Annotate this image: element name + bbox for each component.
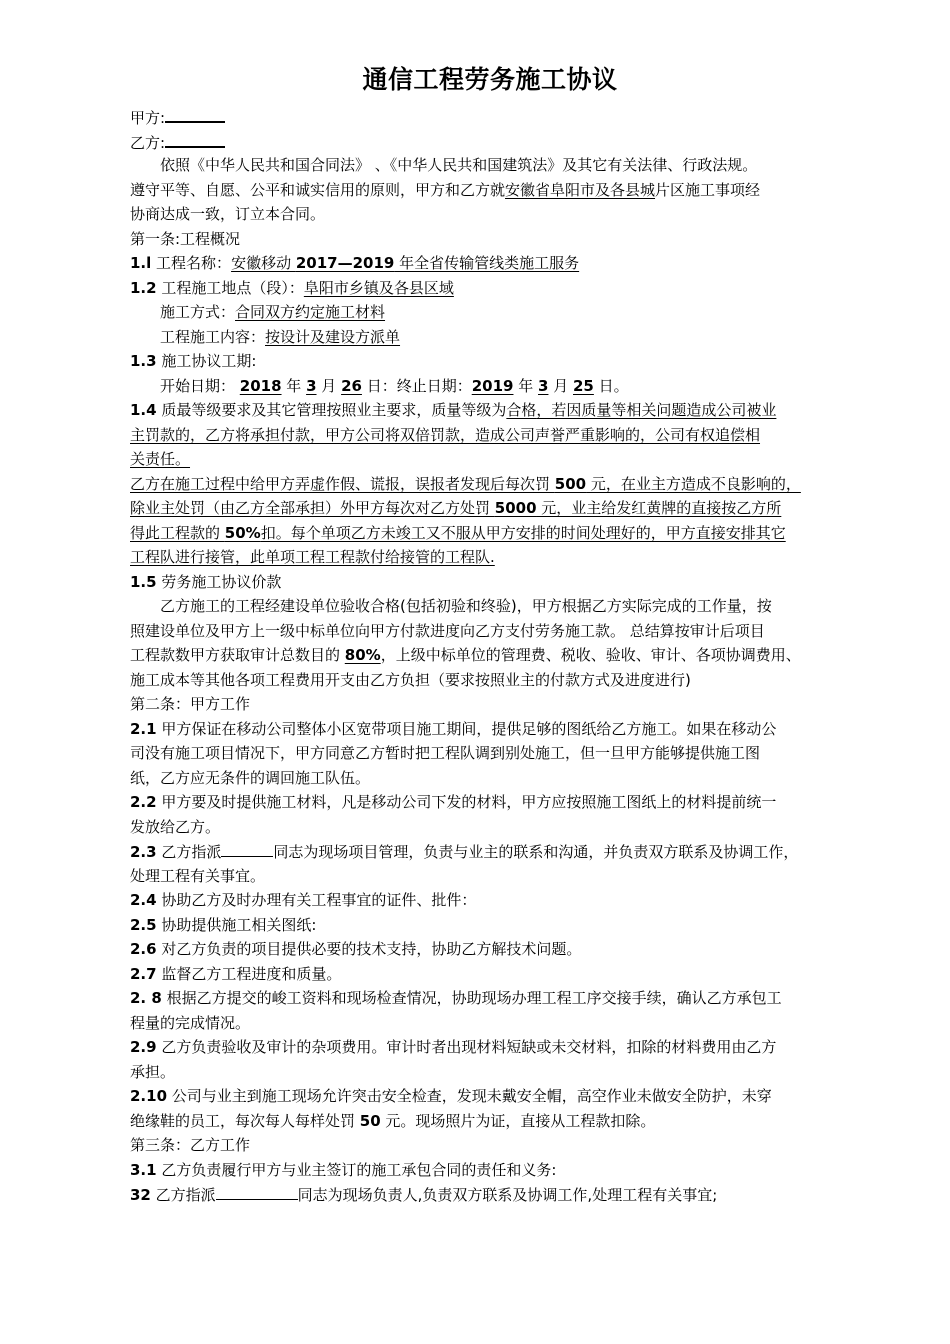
document-title: 通信工程劳务施工协议 [362,65,618,94]
intro-text: 遵守平等、自愿、公平和诚实信用的原则，甲方和乙方就 [130,180,506,199]
project-area: 安徽省阜阳市及各县城 [505,180,656,199]
section-number: 2.10 [130,1087,168,1105]
penalty-text: 元，在业主方造成不良影响的， [586,474,801,493]
section-number: 2. 8 [130,989,162,1007]
section-2-1-line-2: 司没有施工项目情况下，甲方同意乙方暂时把工程队调到别处施工，但一旦甲方能够提供施工图 [130,744,761,762]
party-a-blank [165,104,225,123]
start-month: 3 [306,376,317,395]
project-name-part: 年全省传输管线类施工服务 [394,254,580,272]
section-2-4 [130,888,865,913]
clause-text: 协助提供施工相关图纸: [156,915,317,934]
party-a-line [130,104,865,129]
section-1-4-line-2: 主罚款的，乙方将承担付款，甲方公司将双倍罚款，造成公司声誉严重影响的，公司有权追偿相 [130,425,761,444]
section-1-4-line-3: 关责任。 [130,450,191,468]
section-2-1-line-3: 纸，乙方应无条件的调回施工队伍。 [130,768,371,787]
end-year: 2019 [471,376,514,395]
intro-line-3: 协商达成一致，订立本合同。 [130,205,326,223]
penalty-text: 元，业主给发红黄牌的直接按乙方所 [536,499,782,517]
section-1-3 [130,349,865,374]
site-manager-blank [216,1182,298,1200]
party-a-label: 甲方: [130,109,166,127]
penalty-text: 除业主处罚（由乙方全部承担）外甲方每次对乙方处罚 [130,499,495,517]
content-value: 按设计及建设方派单 [265,327,401,346]
section-label: 工程施工地点（段）： [156,278,304,297]
section-number: 2.1 [130,719,157,738]
section-number: 2.4 [130,891,157,909]
section-2-9-line-1 [130,1035,865,1060]
content-label: 工程施工内容： [160,327,266,346]
section-2-10-line-1 [130,1084,865,1109]
article-3-heading: 第三条：乙方工作 [130,1136,251,1154]
clause-text: 乙方负责验收及审计的杂项费用。审计时者出现材料短缺或未交材料，扣除的材料费用由乙方 [156,1038,777,1056]
end-month: 3 [538,376,549,395]
penalty-text: 得此工程款的 [130,523,225,542]
intro-line-1: 依照《中华人民共和国合同法》 、《中华人民共和国建筑法》及其它有关法律、行政法规。 [160,156,758,174]
clause-text: 甲方保证在移动公司整体小区宽带项目施工期间，提供足够的图纸给乙方施工。如果在移动公 [156,719,777,738]
section-2-7 [130,962,865,987]
section-1-4-line-1 [130,398,865,423]
section-1-4-line-6 [130,521,865,546]
party-b-label: 乙方: [130,133,166,152]
payment-percent: 80% [344,646,381,664]
quality-grade: 合格 [506,401,537,419]
payment-text: 工程款数甲方获取审计总数目的 [130,646,345,664]
section-2-3-line-1 [130,839,865,864]
section-number: 32 [130,1186,151,1204]
section-1-2 [130,276,865,301]
date-unit: 年 [513,376,539,395]
section-number: 1.2 [130,278,157,297]
project-name-part: 安徽移动 [231,254,296,272]
section-label: 劳务施工协议价款 [156,572,282,591]
section-3-2 [130,1182,865,1207]
section-number: 3.1 [130,1160,157,1179]
section-2-6 [130,937,865,962]
method-label: 施工方式： [160,303,236,321]
clause-text: 公司与业主到施工现场允许突击安全检查，发现未戴安全帽，高空作业未做安全防护，未穿 [167,1087,772,1105]
section-1-4-line-7: 工程队进行接管，此单项工程工程款付给接管的工程队. [130,548,495,566]
construction-method [130,300,865,325]
clause-text: 同志为现场项目管理，负责与业主的联系和沟通，并负责双方联系及协调工作， [273,843,799,861]
section-2-5 [130,913,865,938]
construction-content [130,325,865,350]
article-2-heading: 第二条：甲方工作 [130,695,251,713]
section-label: 施工协议工期: [156,352,257,370]
section-number: 1.5 [130,572,157,591]
quality-text: ，若因质量等相关问题造成公司被业 [536,401,777,419]
section-number: 2.7 [130,964,157,983]
date-unit: 日。 [593,376,629,395]
section-number: 2.5 [130,915,157,934]
party-b-line [130,129,865,154]
section-2-1-line-1 [130,717,865,742]
article-1-heading: 第一条:工程概况 [130,229,241,248]
clause-text: 绝缘鞋的员工，每次每人每样处罚 [130,1111,360,1130]
section-3-1 [130,1158,865,1183]
section-1-1 [130,251,865,276]
penalty-text: 乙方在施工过程中给甲方弄虚作假、谎报，误报者发现后每次罚 [130,474,555,493]
date-unit: 年 [281,376,307,395]
section-label: 工程名称： [151,254,232,272]
section-1-5 [130,570,865,595]
clause-text: 甲方要及时提供施工材料，凡是移动公司下发的材料，甲方应按照施工图纸上的材料提前统一 [156,793,777,811]
section-2-8-line-1 [130,986,865,1011]
project-years: 2017—2019 [295,254,395,272]
start-year: 2018 [239,376,282,395]
contract-period [130,374,865,399]
section-1-4-line-4 [130,472,865,497]
manager-name-blank [221,839,273,857]
clause-text: 元。现场照片为证，直接从工程款扣除。 [380,1111,656,1130]
penalty-amount: 5000 [494,499,537,517]
section-2-9-line-2: 承担。 [130,1062,176,1081]
clause-text: 根据乙方提交的峻工资料和现场检查情况，协助现场办理工程工序交接手续，确认乙方承包工 [161,989,782,1007]
clause-text: 协助乙方及时办理有关工程事宜的证件、批件： [156,891,477,909]
section-2-2-line-2: 发放给乙方。 [130,817,221,836]
intro-text: 片区施工事项经 [655,180,761,199]
section-number: 1.4 [130,401,157,419]
section-1-5-line-2: 照建设单位及甲方上一级中标单位向甲方付款进度向乙方支付劳务施工款。 总结算按审计后项目 [130,621,765,640]
penalty-amount: 500 [554,474,587,493]
section-1-5-line-4: 施工成本等其他各项工程费用开支由乙方负担（要求按照业主的付款方式及进度进行) [130,670,691,689]
clause-text: 监督乙方工程进度和质量。 [156,964,342,983]
penalty-percent: 50% [224,523,261,542]
work-location: 阜阳市乡镇及各县区域 [303,278,454,297]
section-2-3-line-2: 处理工程有关事宜。 [130,866,266,885]
section-1-4-line-5 [130,496,865,521]
clause-text: 同志为现场负责人,负责双方联系及协调工作,处理工程有关事宜; [297,1186,718,1204]
document-body [130,104,865,1207]
section-2-10-line-2 [130,1109,865,1134]
method-value: 合同双方约定施工材料 [235,303,386,321]
end-day: 25 [573,376,594,395]
section-number: 1.l [130,254,152,272]
clause-text: 乙方指派 [156,843,222,861]
section-1-5-line-1: 乙方施工的工程经建设单位验收合格(包括初验和终验)，甲方根据乙方实际完成的工作量，按 [160,597,772,615]
section-2-8-line-2: 程量的完成情况。 [130,1013,251,1032]
date-unit: 月 [316,376,342,395]
start-day: 26 [341,376,362,395]
section-number: 1.3 [130,352,157,370]
intro-line-2 [130,178,865,203]
clause-text: 乙方负责履行甲方与业主签订的施工承包合同的责任和义务: [156,1160,557,1179]
section-number: 2.2 [130,793,157,811]
payment-text: ，上级中标单位的管理费、税收、验收、审计、各项协调费用、 [380,646,801,664]
penalty-text: 扣。每个单项乙方未竣工又不服从甲方安排的时间处理好的，甲方直接安排其它 [260,523,786,542]
section-1-5-line-3 [130,643,865,668]
project-name [231,254,579,272]
section-2-2-line-1 [130,790,865,815]
fine-amount: 50 [359,1111,381,1130]
party-b-blank [165,129,225,148]
section-number: 2.9 [130,1038,157,1056]
clause-text: 对乙方负责的项目提供必要的技术支持，协助乙方解技术问题。 [156,940,582,958]
start-label: 开始日期： [160,376,240,395]
section-number: 2.6 [130,940,157,958]
section-number: 2.3 [130,843,157,861]
date-unit: 月 [548,376,573,395]
quality-text: 质最等级要求及其它管理按照业主要求，质量等级为 [156,401,507,419]
date-unit: 日：终止日期： [361,376,472,395]
clause-text: 乙方指派 [150,1186,216,1204]
